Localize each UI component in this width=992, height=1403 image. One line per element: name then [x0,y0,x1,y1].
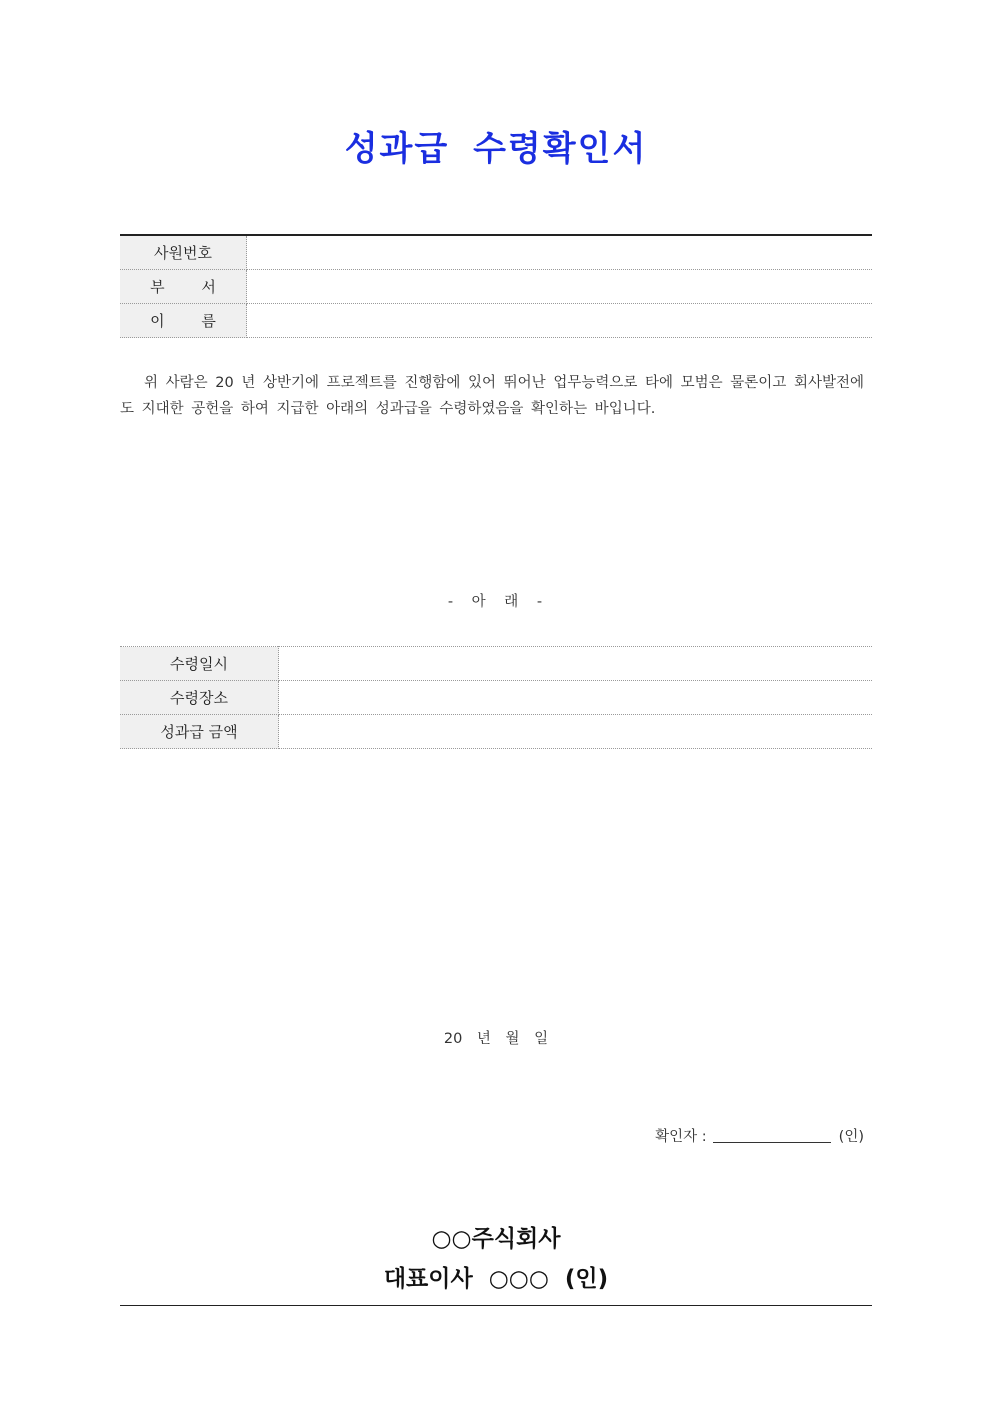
bonus-amount-value[interactable] [279,715,873,749]
receipt-datetime-value[interactable] [279,647,873,681]
date-line: 20 년 월 일 [443,1031,549,1047]
confirmer-label: 확인자 : [655,1129,707,1145]
ceo-line: 대표이사 ○○○ (인) [383,1266,609,1292]
table-row [120,681,872,715]
confirmer-signature-line [655,1125,864,1146]
receipt-place-label: 수령장소 [120,681,279,715]
receipt-place-value[interactable] [279,681,873,715]
document-title: 성과급 수령확인서 [344,129,648,169]
statement-paragraph: 위 사람은 20 년 상반기에 프로젝트를 진행함에 있어 뛰어난 업무능력으로 타에 모범은 물론이고 회사발전에도 지대한 공헌을 하여 지급한 아래의 성과급을 수령하였음을 확인하는 바입니다. [120,375,864,417]
bottom-divider [120,1305,872,1306]
employee-number-value[interactable] [247,235,873,270]
name-label: 이 름 [120,304,247,338]
employee-number-label: 사원번호 [120,235,247,270]
section-heading: - 아 래 - [447,594,545,610]
receipt-datetime-label: 수령일시 [120,647,279,681]
table-row [120,235,872,270]
department-label: 부 서 [120,270,247,304]
table-row [120,647,872,681]
confirmer-signature-blank[interactable] [713,1128,831,1143]
receipt-info-table [120,646,872,749]
name-value[interactable] [247,304,873,338]
employee-info-table [120,234,872,338]
confirmer-seal-mark: (인) [838,1129,864,1145]
company-name: ○○주식회사 [431,1226,561,1252]
department-value[interactable] [247,270,873,304]
table-row [120,270,872,304]
bonus-amount-label: 성과급 금액 [120,715,279,749]
table-row [120,304,872,338]
table-row [120,715,872,749]
